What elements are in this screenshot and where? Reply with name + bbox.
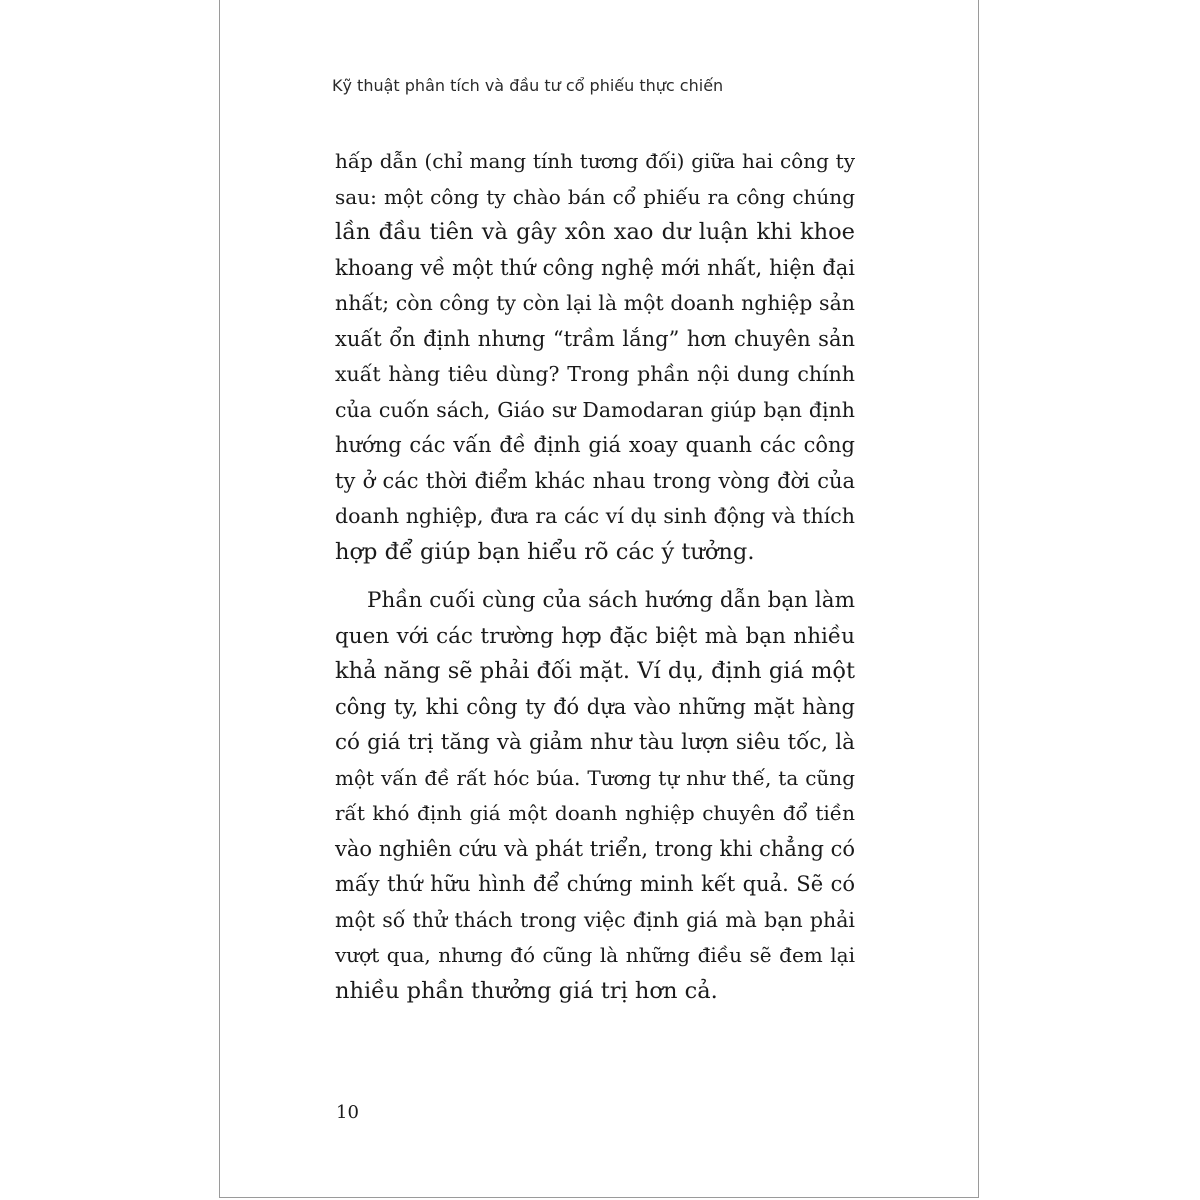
text-line: ty ở các thời điểm khác nhau trong vòng đời của [335,468,855,493]
text-line: nhiều phần thưởng giá trị hơn cả. [335,977,718,1004]
body-text [335,144,855,1009]
text-line: vượt qua, nhưng đó cũng là những điều sẽ đem lại [335,943,855,967]
text-line: khoang về một thứ công nghệ mới nhất, hiện đại [335,255,855,280]
text-line: quen với các trường hợp đặc biệt mà bạn nhiều [335,623,855,649]
book-page [219,0,979,1198]
text-line: mấy thứ hữu hình để chứng minh kết quả. Sẽ có [335,872,855,896]
text-line: nhất; còn công ty còn lại là một doanh nghiệp sản [335,291,855,315]
text-line: xuất hàng tiêu dùng? Trong phần nội dung chính [335,362,855,386]
running-header: Kỹ thuật phân tích và đầu tư cổ phiếu thực chiến [332,76,724,95]
paragraph-spacing [335,570,855,583]
text-line: rất khó định giá một doanh nghiệp chuyên đổ tiền [335,801,855,825]
text-line: của cuốn sách, Giáo sư Damodaran giúp bạn định [335,397,855,422]
text-line: hướng các vấn đề định giá xoay quanh các công [335,433,855,457]
page-number: 10 [336,1102,359,1123]
text-line: khả năng sẽ phải đối mặt. Ví dụ, định giá một [335,658,855,684]
text-line: vào nghiên cứu và phát triển, trong khi chẳng có [335,836,855,861]
text-line: Phần cuối cùng của sách hướng dẫn bạn làm [367,588,855,613]
text-line: có giá trị tăng và giảm như tàu lượn siêu tốc, là [335,730,855,755]
text-line: công ty, khi công ty đó dựa vào những mặt hàng [335,694,855,719]
text-line: lần đầu tiên và gây xôn xao dư luận khi khoe [335,219,855,245]
text-line: sau: một công ty chào bán cổ phiếu ra công chúng [335,184,855,209]
text-line: một số thử thách trong việc định giá mà bạn phải [335,907,855,932]
text-line: doanh nghiệp, đưa ra các ví dụ sinh động và thích [335,504,855,528]
text-line: hợp để giúp bạn hiểu rõ các ý tưởng. [335,538,755,565]
text-line: hấp dẫn (chỉ mang tính tương đối) giữa hai công ty [335,149,855,173]
text-line: xuất ổn định nhưng “trầm lắng” hơn chuyên sản [335,326,855,351]
paragraph-2 [335,583,855,1009]
paragraph-1 [335,144,855,570]
text-line: một vấn đề rất hóc búa. Tương tự như thế, ta cũng [335,765,855,790]
